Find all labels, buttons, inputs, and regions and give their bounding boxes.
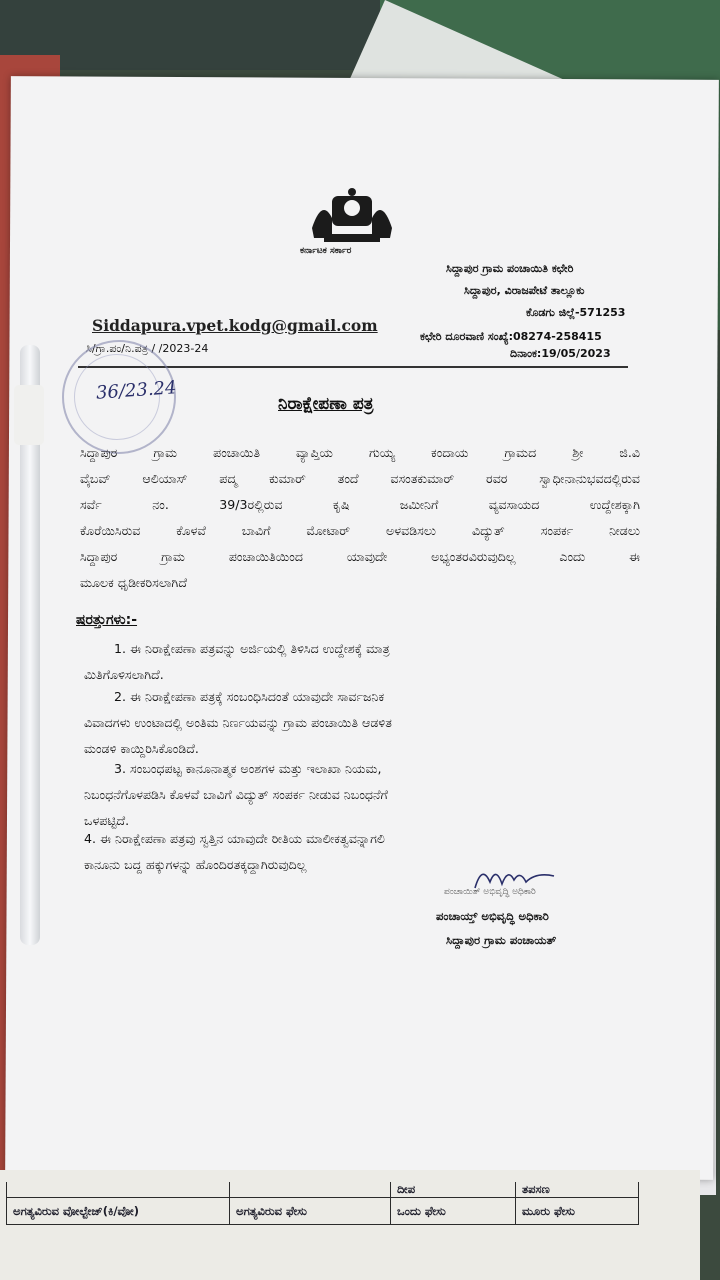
body-line: ಸಿದ್ದಾಪುರ ಗ್ರಾಮ ಪಂಚಾಯಿತಿಯಿಂದ ಯಾವುದೇ ಅಭ್ಯಂತರವಿರುವುದಿಲ್ಲ ಎಂದು ಈ (80, 549, 640, 564)
office-name: ಸಿದ್ದಾಪುರ ಗ್ರಾಮ ಪಂಚಾಯಿತಿ ಕಛೇರಿ (446, 262, 574, 275)
letter-title: ನಿರಾಕ್ಷೇಪಣಾ ಪತ್ರ (278, 394, 374, 414)
body-line: ಕೊರೆಯಿಸಿರುವ ಕೊಳವೆ ಬಾವಿಗೆ ಮೋಟಾರ್ ಅಳವಡಿಸಲು ವಿದ್ಯುತ್ ಸಂಪರ್ಕ ನೀಡಲು (80, 523, 640, 538)
condition-text: ಈ ನಿರಾಕ್ಷೇಪಣಾ ಪತ್ರಕ್ಕೆ ಸಂಬಂಧಿಸಿದಂತೆ ಯಾವುದೇ ಸಾರ್ವಜನಿಕ (130, 689, 385, 704)
form-cell: ಮೂರು ಫೇಸು (516, 1198, 639, 1225)
form-cell: ಒಂದು ಫೇಸು (391, 1198, 516, 1225)
signature-block (436, 880, 556, 952)
signatory-office: ಸಿದ್ದಾಪುರ ಗ್ರಾಮ ಪಂಚಾಯತ್ (446, 933, 557, 947)
body-line: ಮೂಲಕ ಧೃಡೀಕರಿಸಲಾಗಿದೆ (80, 575, 187, 590)
condition-text: ಈ ನಿರಾಕ್ಷೇಪಣಾ ಪತ್ರವನ್ನು ಅರ್ಜಿಯಲ್ಲಿ ತಿಳಿಸಿದ ಉದ್ದೇಶಕ್ಕೆ ಮಾತ್ರ (130, 641, 390, 656)
office-email: Siddapura.vpet.kodg@gmail.com (92, 316, 378, 335)
letter-body (80, 440, 640, 596)
government-emblem-icon (302, 188, 402, 248)
condition-text: ಸಂಬಂಧಪಟ್ಟ ಕಾನೂನಾತ್ಮಕ ಅಂಶಗಳ ಮತ್ತು ಇಲಾಖಾ ನಿಯಮ, (130, 761, 382, 776)
handwritten-inward-number: 36/23.24 (95, 377, 178, 404)
conditions-heading: ಷರತ್ತುಗಳು:- (76, 612, 138, 628)
condition-text: ನಿಬಂಧನೆಗೊಳಪಡಿಸಿ ಕೊಳವೆ ಬಾವಿಗೆ ವಿದ್ಯುತ್ ಸಂಪರ್ಕ ನೀಡುವ ನಿಬಂಧನೆಗೆ (84, 787, 388, 802)
letter-date: ದಿನಾಂಕ:19/05/2023 (510, 347, 611, 360)
table-row (7, 1182, 639, 1198)
condition-number: 3. (114, 761, 127, 776)
form-cell: ಅಗತ್ಯವಿರುವ ವೋಲ್ಟೇಜ್(ಕಿ/ವೋ) (7, 1198, 230, 1225)
condition-item (84, 756, 640, 834)
condition-text: ಮಿತಿಗೊಳಿಸಲಾಗಿದೆ. (84, 667, 164, 682)
body-line: ವೈಬವ್ ಆಲಿಯಾಸ್ ಪದ್ಮ ಕುಮಾರ್ ತಂದೆ ವಸಂತಕುಮಾರ್ ರವರ ಸ್ವಾಧೀನಾನುಭವದಲ್ಲಿರುವ (80, 471, 640, 486)
form-cell: ದೀಪ (391, 1182, 516, 1198)
condition-number: 2. (114, 689, 127, 704)
signatory-designation: ಪಂಚಾಯ್ತ್ ಅಭಿವೃದ್ಧಿ ಅಧಿಕಾರಿ (436, 909, 549, 923)
condition-text: ಮಂಡಳಿ ಕಾಯ್ದಿರಿಸಿಕೊಂಡಿದೆ. (84, 741, 199, 756)
office-address: ಸಿದ್ದಾಪುರ, ವಿರಾಜಪೇಟೆ ತಾಲ್ಲೂಕು (464, 284, 585, 297)
underlying-form (0, 1170, 700, 1280)
office-address-block (446, 258, 625, 324)
condition-text: ಒಳಪಟ್ಟಿದೆ. (84, 813, 130, 828)
condition-number: 1. (114, 641, 127, 656)
condition-item (84, 684, 640, 762)
signature-stamp-text: ಪಂಚಾಯಿತ್ ಅಭಿವೃದ್ಧಿ ಅಧಿಕಾರಿ (444, 887, 536, 897)
office-phone: ಕಛೇರಿ ದೂರವಾಣಿ ಸಂಖ್ಯೆ:08274-258415 (420, 330, 602, 343)
form-cell (7, 1182, 230, 1198)
body-line: ಸರ್ವೆ ನಂ. 39/3ರಲ್ಲಿರುವ ಕೃಷಿ ಜಮೀನಿಗೆ ವ್ಯವಸಾಯದ ಉದ್ದೇಶಕ್ಕಾಗಿ (80, 497, 640, 512)
form-cell: ಅಗತ್ಯವಿರುವ ಫೇಸು (230, 1198, 391, 1225)
body-line: ಸಿದ್ದಾಪುರ ಗ್ರಾಮ ಪಂಚಾಯಿತಿ ವ್ಯಾಪ್ತಿಯ ಗುಯ್ಯ ಕಂದಾಯ ಗ್ರಾಮದ ಶ್ರೀ ಜಿ.ವಿ (80, 445, 640, 460)
form-table (6, 1182, 639, 1225)
condition-item (84, 636, 640, 688)
emblem-label: ಕರ್ನಾಟಕ ಸರ್ಕಾರ (300, 246, 352, 256)
pen (10, 345, 48, 945)
reference-number: ಸಿ/ಗ್ರಾ.ಪಂ/ನಿ.ಪತ್ರ / /2023-24 (86, 342, 209, 355)
form-cell: ತಪಸಣ (516, 1182, 639, 1198)
form-cell (230, 1182, 391, 1198)
condition-text: ಈ ನಿರಾಕ್ಷೇಪಣಾ ಪತ್ರವು ಸ್ವತ್ತಿನ ಯಾವುದೇ ರೀತಿಯ ಮಾಲೀಕತ್ವವನ್ನಾಗಲಿ (100, 831, 385, 846)
condition-text: ಕಾನೂನು ಬದ್ದ ಹಕ್ಕುಗಳನ್ನು ಹೊಂದಿರತಕ್ಕದ್ದಾಗಿರುವುದಿಲ್ಲ (84, 857, 307, 872)
office-district: ಕೊಡಗು ಜಿಲ್ಲೆ-571253 (526, 306, 626, 319)
condition-text: ವಿವಾದಗಳು ಉಂಟಾದಲ್ಲಿ ಅಂತಿಮ ನಿರ್ಣಯವನ್ನು ಗ್ರಾಮ ಪಂಚಾಯಿತಿ ಆಡಳಿತ (84, 715, 392, 730)
condition-number: 4. (84, 831, 97, 846)
table-row (7, 1198, 639, 1225)
